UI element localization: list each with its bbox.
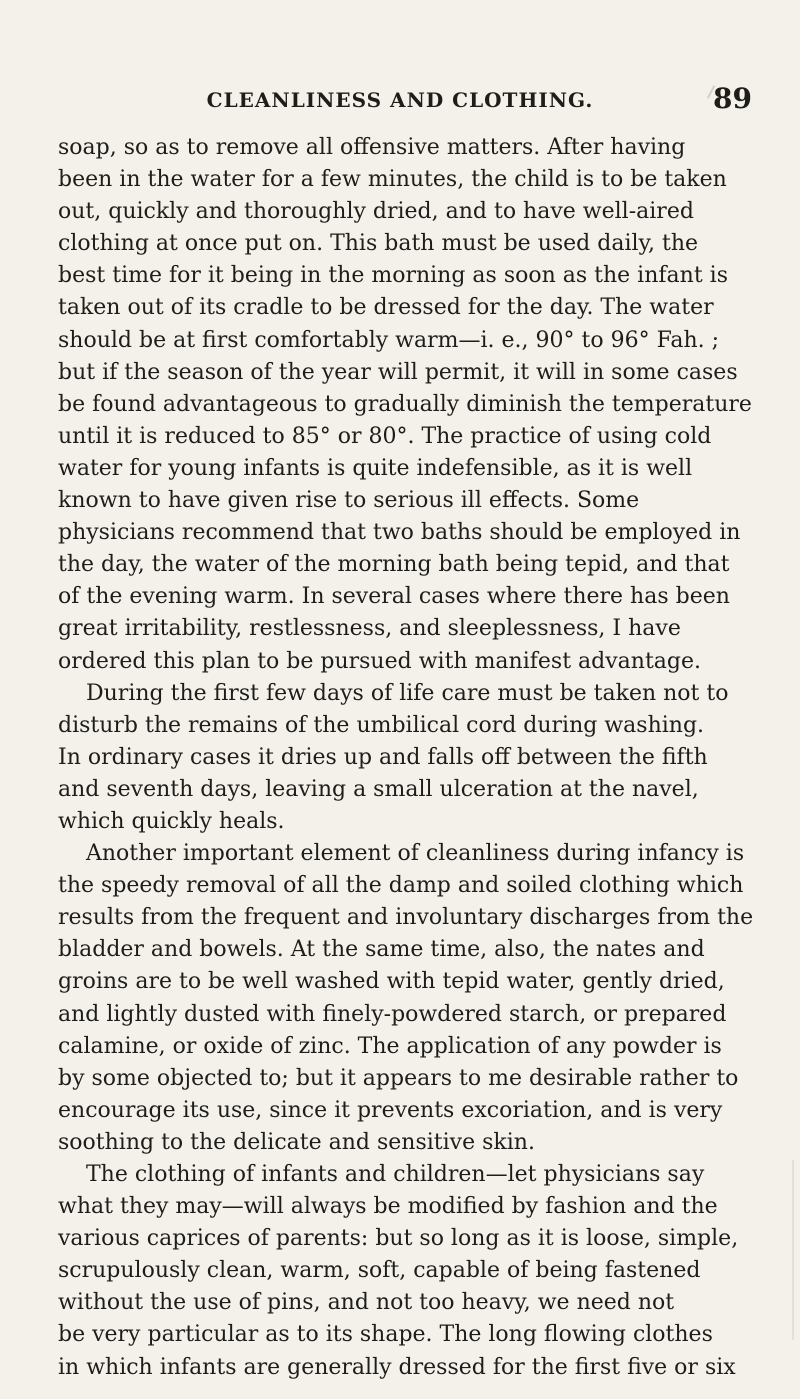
text-line: clothing at once put on. This bath must be used daily, the — [58, 231, 699, 257]
text-line: taken out of its cradle to be dressed for the day. The water — [58, 295, 714, 321]
paragraph-start-line: The clothing of infants and children—let physicians say — [86, 1162, 705, 1187]
paragraph-start-line: During the first few days of life care must be taken not to — [86, 680, 729, 706]
text-line: soap, so as to remove all offensive matters. After having — [58, 135, 686, 160]
text-line: water for young infants is quite indefensible, as it is well — [58, 455, 693, 481]
text-line: be very particular as to its shape. The long flowing clothes — [58, 1322, 713, 1348]
running-head: CLEANLINESS AND CLOTHING. — [206, 88, 594, 112]
text-line: physicians recommend that two baths should be employed in — [58, 520, 741, 546]
text-line: known to have given rise to serious ill effects. Some — [58, 488, 640, 514]
text-line: various caprices of parents: but so long as it is loose, simple, — [58, 1226, 739, 1252]
text-line: In ordinary cases it dries up and falls off between the fifth — [58, 744, 708, 770]
text-line: but if the season of the year will permit, it will in some cases — [58, 359, 738, 385]
text-line: what they may—will always be modified by fashion and the — [58, 1194, 718, 1220]
page-header — [0, 82, 800, 122]
text-line: scrupulously clean, warm, soft, capable of being fastened — [58, 1258, 701, 1284]
text-line: should be at first comfortably warm—i. e., 90° to 96° Fah. ; — [58, 327, 720, 353]
text-line: groins are to be well washed with tepid water, gently dried, — [58, 969, 725, 995]
text-line: until it is reduced to 85° or 80°. The practice of using cold — [58, 423, 712, 449]
page-mark-right — [792, 1160, 794, 1340]
text-line: of the evening warm. In several cases where there has been — [58, 584, 730, 610]
text-line: and seventh days, leaving a small ulceration at the navel, — [58, 776, 699, 802]
text-line: disturb the remains of the umbilical cord during washing. — [58, 712, 705, 738]
text-line: and lightly dusted with finely-powdered starch, or prepared — [58, 1001, 727, 1027]
text-line: the speedy removal of all the damp and soiled clothing which — [58, 873, 744, 899]
text-line: which quickly heals. — [58, 808, 285, 834]
text-line: out, quickly and thoroughly dried, and to have well-aired — [58, 199, 694, 225]
text-line: ordered this plan to be pursued with manifest advantage. — [58, 648, 702, 674]
text-line: in which infants are generally dressed for the first five or six — [58, 1354, 736, 1380]
text-line: best time for it being in the morning as soon as the infant is — [58, 263, 728, 289]
text-line: soothing to the delicate and sensitive skin. — [58, 1129, 535, 1155]
text-line: without the use of pins, and not too heavy, we need not — [58, 1290, 675, 1316]
paragraph-start-line: Another important element of cleanliness during infancy is — [86, 841, 745, 867]
body-text — [58, 132, 754, 1384]
page-number: 89 — [713, 82, 752, 115]
text-line: been in the water for a few minutes, the child is to be taken — [58, 167, 727, 193]
text-line: great irritability, restlessness, and sleeplessness, I have — [58, 616, 681, 642]
text-line: be found advantageous to gradually diminish the temperature — [58, 391, 752, 417]
text-line: the day, the water of the morning bath being tepid, and that — [58, 552, 730, 578]
text-line: bladder and bowels. At the same time, also, the nates and — [58, 937, 705, 963]
text-line: encourage its use, since it prevents excoriation, and is very — [58, 1097, 723, 1123]
text-line: results from the frequent and involuntary discharges from the — [58, 905, 754, 931]
text-line: by some objected to; but it appears to me desirable rather to — [58, 1065, 739, 1091]
text-line: calamine, or oxide of zinc. The application of any powder is — [58, 1033, 722, 1059]
